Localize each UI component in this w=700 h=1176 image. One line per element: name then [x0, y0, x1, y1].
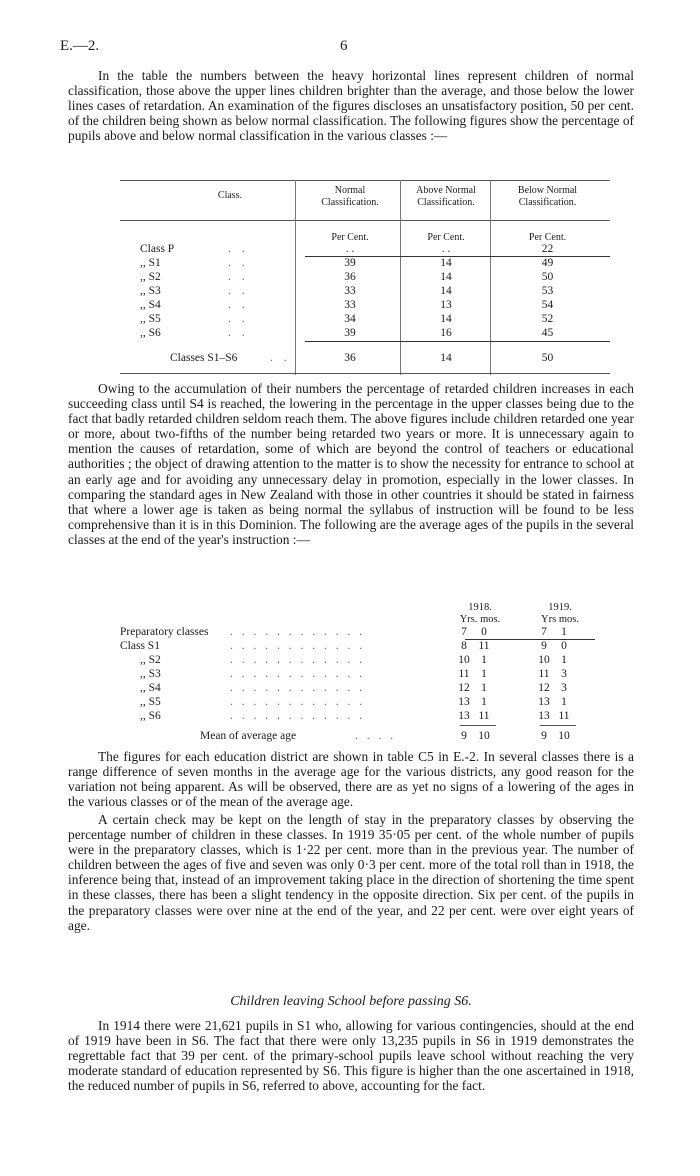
cell-below: 45	[541, 327, 554, 339]
cell-years-1919: 13	[538, 696, 550, 708]
paragraph-intro: In the table the numbers between the heavy horizontal lines represent children of normal classification, those above the upper lines children brighter than the average, and those below the lower lines cases of retardation. An examination of the figures discloses an unsatisfactory position, 50 per cent. of the children being shown as below normal classification. The following figures show the percentage of pupils above and below normal classification in the various classes :—	[68, 68, 634, 144]
row-label: Preparatory classes	[120, 626, 209, 638]
cell-normal: 39	[344, 257, 356, 269]
leader-dots: . . . . . . . . . . . .	[230, 654, 366, 666]
leader-dots: . .	[228, 299, 249, 311]
paragraph-leaving-school: In 1914 there were 21,621 pupils in S1 who, allowing for various contingencies, should at the end of 1919 have been in S6. The fact that there were only 13,235 pupils in S6 in 1919 demonstrates the regrettable fact that 39 per cent. of the primary-school pupils leave school without reaching the very moderate standard of education represented by S6. This figure is higher than the one ascertained in 1918, the reduced number of pupils in S6, referred to above, accounting for the fact.	[68, 1018, 634, 1094]
cell-months-1919: 3	[561, 668, 567, 680]
leader-dots: . . . . . . . . . . . .	[230, 640, 366, 652]
table-row	[120, 710, 640, 722]
cell-months-1919: 1	[561, 626, 567, 638]
header-above: Above Normal Classification.	[416, 185, 476, 208]
cell-months-1918: 1	[481, 682, 487, 694]
leader-dots: . .	[228, 327, 249, 339]
summary-label: Classes S1–S6	[170, 352, 238, 364]
table-row	[120, 682, 640, 694]
year-1919: 1919.	[548, 602, 572, 613]
cell-years-1918: 8	[461, 640, 467, 652]
cell-below: 22	[541, 243, 554, 255]
unit-above: Per Cent.	[427, 232, 465, 243]
cell-above: 14	[440, 271, 452, 283]
row-label: ,, S2	[140, 654, 161, 666]
table-row	[120, 696, 640, 708]
row-label: ,, S5	[140, 696, 161, 708]
cell-years-1918: 9	[461, 730, 467, 742]
table-row	[120, 668, 640, 680]
cell-months-1919: 1	[561, 654, 567, 666]
cell-normal: 36	[344, 352, 356, 364]
document-reference: E.—2.	[60, 38, 100, 54]
section-heading: Children leaving School before passing S6.	[230, 994, 472, 1009]
cell-above: 14	[440, 352, 452, 364]
cell-years-1919: 12	[538, 682, 550, 694]
cell-months-1919: 11	[558, 710, 570, 722]
leader-dots: . .	[228, 271, 249, 283]
cell-years-1918: 7	[461, 626, 467, 638]
cell-years-1918: 13	[458, 696, 470, 708]
leader-dots: . . . .	[355, 730, 397, 742]
table-summary-row	[120, 352, 610, 364]
leader-dots: . . . . . . . . . . . .	[230, 668, 366, 680]
header-below: Below Normal Classification.	[517, 185, 578, 208]
cell-years-1918: 12	[458, 682, 470, 694]
cell-below: 54	[541, 299, 554, 311]
cell-below: 49	[541, 257, 554, 269]
cell-below: 52	[541, 313, 554, 325]
cell-years-1919: 13	[538, 710, 550, 722]
table-row	[120, 243, 610, 255]
leader-dots: . .	[270, 352, 291, 364]
row-label: ,, S6	[140, 710, 161, 722]
cell-above: 16	[440, 327, 452, 339]
table-row	[120, 640, 640, 652]
cell-years-1919: 11	[538, 668, 550, 680]
cell-months-1919: 0	[561, 640, 567, 652]
row-label: ,, S4	[140, 299, 161, 311]
row-label: ,, S6	[140, 327, 161, 339]
leader-dots: . .	[228, 257, 249, 269]
table-mean-row	[120, 730, 640, 742]
row-label: Class S1	[120, 640, 160, 652]
cell-below: 50	[541, 352, 554, 364]
cell-months-1918: 1	[481, 654, 487, 666]
leader-dots: . . . . . . . . . . . .	[230, 696, 366, 708]
mean-label: Mean of average age	[200, 730, 297, 742]
cell-months-1919: 1	[561, 696, 567, 708]
cell-years-1918: 13	[458, 710, 470, 722]
table-row	[120, 327, 610, 339]
unit-normal: Per Cent.	[331, 232, 369, 243]
row-label: ,, S5	[140, 313, 161, 325]
unit-below: Per Cent.	[528, 232, 567, 243]
row-label: ,, S1	[140, 257, 161, 269]
sum-rule-1918	[460, 725, 496, 726]
cell-months-1918: 11	[478, 640, 490, 652]
leader-dots: . .	[228, 285, 249, 297]
sum-rule-1919	[540, 725, 576, 726]
paragraph-preparatory: A certain check may be kept on the length of stay in the preparatory classes by observing the percentage number of children in these classes. In 1919 35·05 per cent. of the whole number of pupils were in the preparatory classes, which is 1·22 per cent. more than in the previous year. The number of children between the ages of five and seven was only 0·3 per cent. more of the total roll than in 1918, the inference being that, instead of an improvement taking place in the direction of shortening the time spent in these classes, there has been a slight tendency in the opposite direction. Six per cent. of the pupils in the preparatory classes were over nine at the end of the year, and 22 per cent. were over eight years of age.	[68, 812, 634, 933]
cell-years-1919: 9	[541, 640, 547, 652]
leader-dots: . .	[228, 313, 249, 325]
row-label: ,, S4	[140, 682, 161, 694]
cell-normal: . .	[345, 243, 355, 255]
leader-dots: . . . . . . . . . . . .	[230, 710, 366, 722]
leader-dots: . . . . . . . . . . . .	[230, 682, 366, 694]
page-number: 6	[340, 38, 348, 54]
cell-years-1919: 9	[541, 730, 547, 742]
table-top-rule	[120, 180, 610, 181]
heavy-rule	[305, 341, 610, 342]
row-label: ,, S2	[140, 271, 161, 283]
row-label: ,, S3	[140, 668, 161, 680]
table-row	[120, 654, 640, 666]
table-row	[120, 313, 610, 325]
table-row	[120, 257, 610, 269]
cell-months-1919: 3	[561, 682, 567, 694]
cell-above: 13	[440, 299, 452, 311]
cell-years-1919: 10	[538, 654, 550, 666]
table-row	[120, 626, 640, 638]
cell-normal: 33	[344, 285, 356, 297]
units-1919: Yrs mos.	[541, 614, 579, 625]
header-normal: Normal Classification.	[321, 185, 379, 208]
table-row	[120, 299, 610, 311]
table-header-rule	[120, 220, 610, 221]
paragraph-retardation: Owing to the accumulation of their numbers the percentage of retarded children increases in each succeeding class until S4 is reached, the lowering in the percentage in the upper classes being due to the fact that badly retarded children seldom reach them. The above figures include children retarded one year or more, about two-fifths of the number being retarded two years or more. It is unnecessary again to mention the causes of retardation, some of which are beyond the control of teachers or educational authorities ; the object of drawing attention to the matter is to show the necessity for entrance to school at an early age and for avoiding any unnecessary delay in promotion, especially in the lower classes. In comparing the standard ages in New Zealand with those in other countries it should be stated in fairness that where a lower age is taken as being normal the syllabus of instruction will be found to be less comprehensive than it is in this Dominion. The following are the average ages of the pupils in the several classes at the end of the year's instruction :—	[68, 381, 634, 547]
cell-months-1918: 1	[481, 668, 487, 680]
cell-years-1918: 10	[458, 654, 470, 666]
cell-months-1919: 10	[558, 730, 570, 742]
row-label: ,, S3	[140, 285, 161, 297]
cell-above: 14	[440, 313, 452, 325]
cell-months-1918: 10	[478, 730, 490, 742]
cell-normal: 39	[344, 327, 356, 339]
header-class: Class.	[217, 190, 243, 201]
table-bottom-rule	[120, 373, 610, 374]
leader-dots: . .	[228, 243, 249, 255]
cell-above: 14	[440, 285, 452, 297]
cell-months-1918: 1	[481, 696, 487, 708]
cell-normal: 36	[344, 271, 356, 283]
table-row	[120, 271, 610, 283]
paragraph-district-figures: The figures for each education district are shown in table C5 in E.-2. In several classes there is a range difference of seven months in the average age for the various districts, any good reason for the variation not being apparent. As will be observed, there are as yet no signs of a lowering of the ages in the various classes or of the mean of the average age.	[68, 749, 634, 810]
cell-above: . .	[441, 243, 451, 255]
year-1918: 1918.	[468, 602, 492, 613]
table-row	[120, 285, 610, 297]
cell-normal: 33	[344, 299, 356, 311]
cell-months-1918: 11	[478, 710, 490, 722]
cell-above: 14	[440, 257, 452, 269]
cell-below: 50	[541, 271, 554, 283]
cell-normal: 34	[344, 313, 356, 325]
cell-years-1918: 11	[458, 668, 470, 680]
row-label: Class P	[140, 243, 175, 255]
cell-years-1919: 7	[541, 626, 547, 638]
units-1918: Yrs. mos.	[459, 614, 501, 625]
cell-months-1918: 0	[481, 626, 487, 638]
cell-below: 53	[541, 285, 554, 297]
leader-dots: . . . . . . . . . . . .	[230, 626, 366, 638]
